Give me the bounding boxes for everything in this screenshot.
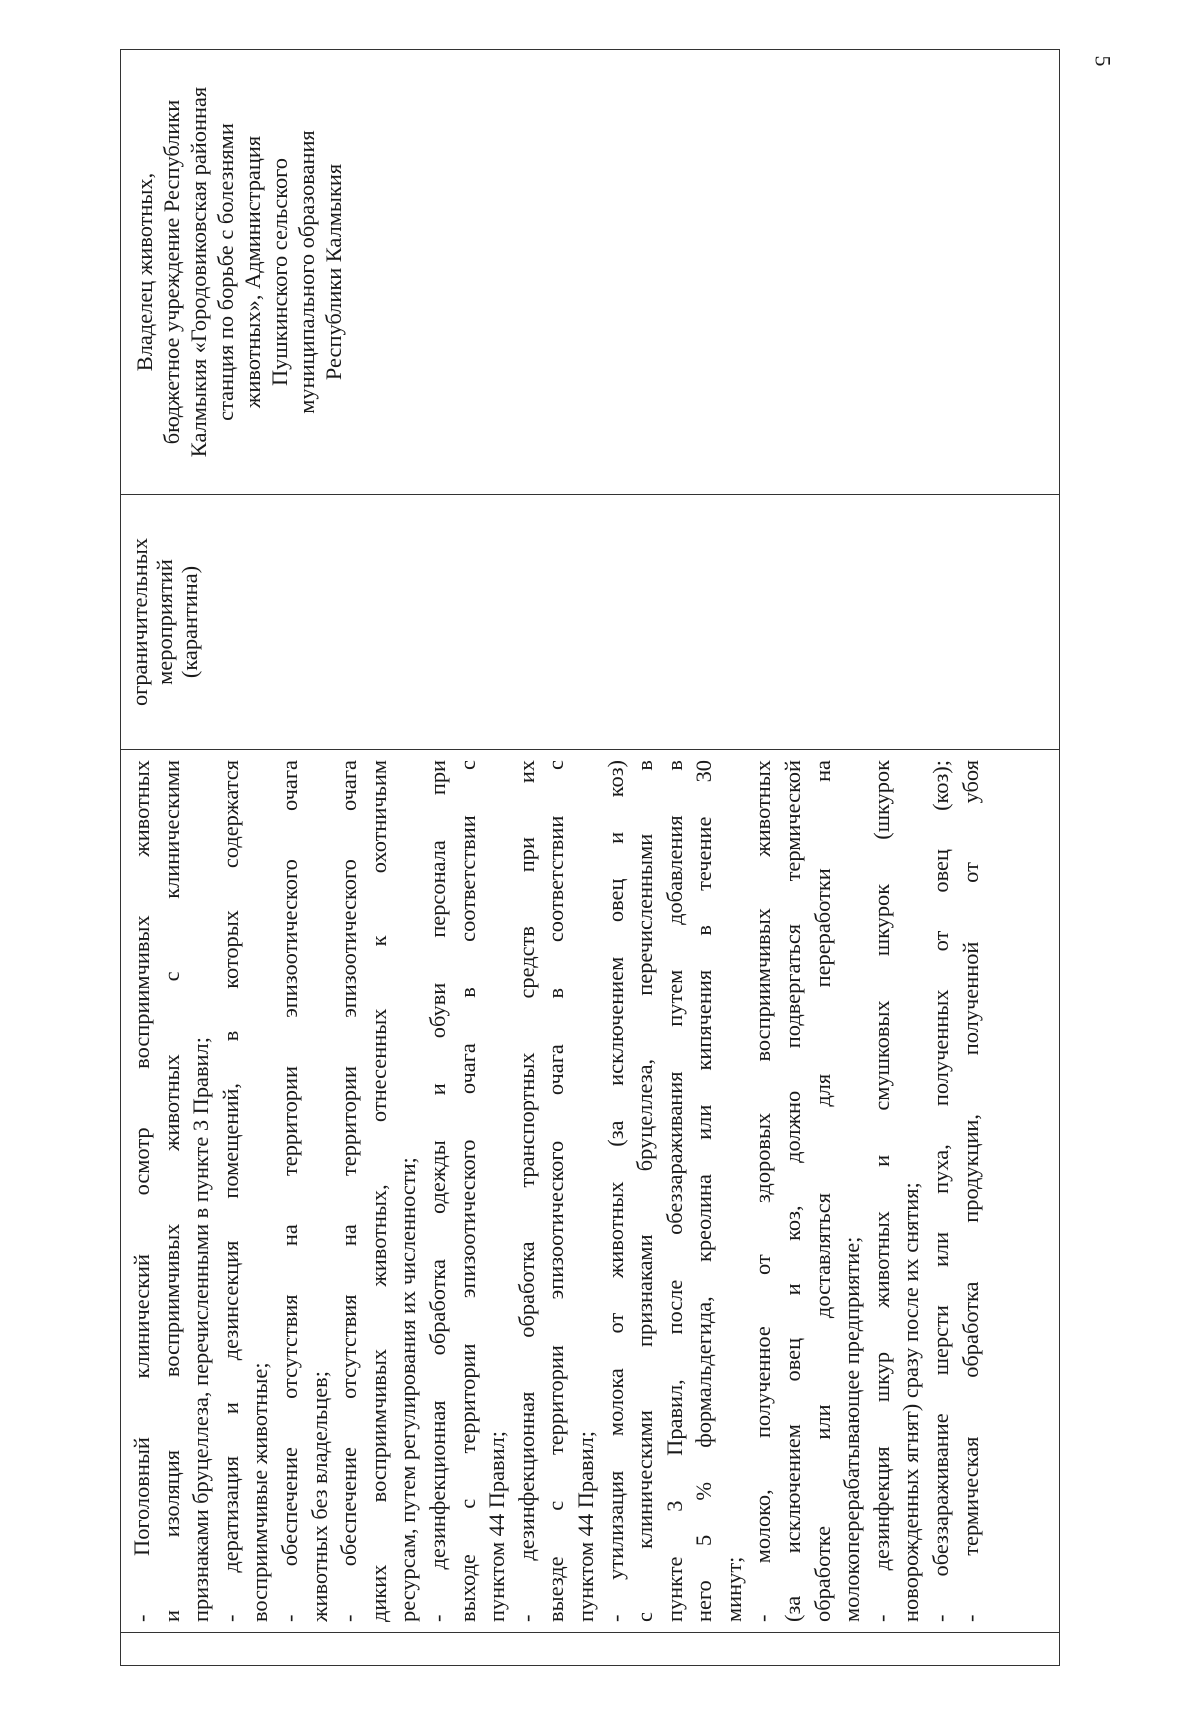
measure-line: - дезинфекция шкур животных и смушковых шкурок (шкурок	[868, 760, 894, 1622]
responsible-line: бюджетное учреждение Республики	[159, 99, 184, 445]
measure-line: (за исключением овец и коз, должно подвергаться термической	[780, 760, 806, 1622]
row-number-cell	[121, 1633, 1060, 1666]
page-number: 5	[1090, 55, 1116, 67]
measure-line: - утилизация молока от животных (за исключением овец и коз)	[602, 760, 628, 1622]
measure-line: пунктом 44 Правил;	[572, 1430, 598, 1622]
responsible-line: станция по борьбе с болезнями	[213, 123, 238, 421]
measure-line: - обеспечение отсутствия на территории эпизоотического очага	[336, 760, 362, 1622]
responsible-line: животных», Администрация	[240, 135, 265, 409]
measure-line: минут;	[720, 1556, 746, 1622]
measure-line: признаками бруцеллеза, перечисленными в пункте 3 Правил;	[188, 1037, 214, 1622]
measure-line: обработке или доставляться для переработки на	[809, 760, 835, 1622]
timing-line: мероприятий	[152, 559, 177, 685]
timing-line: (карантина)	[177, 565, 202, 679]
measure-line: - дератизация и дезинсекция помещений, в которых содержатся	[217, 760, 243, 1622]
measure-line: животных без владельцев;	[306, 1371, 332, 1622]
timing-line: ограничительных	[127, 537, 152, 707]
timing-cell	[121, 495, 1060, 750]
measure-line: него 5 % формальдегида, креолина или кипячения в течение 30	[691, 760, 717, 1622]
measure-line: выезде с территории эпизоотического очага в соответствии с	[543, 760, 569, 1622]
table-row	[121, 50, 1060, 1666]
measure-line: ресурсам, путем регулирования их численности;	[395, 1157, 421, 1622]
measure-line: пунктом 44 Правил;	[484, 1430, 510, 1622]
measure-line: пункте 3 Правил, после обеззараживания путем добавления в	[661, 760, 687, 1622]
measure-line: - молоко, полученное от здоровых восприимчивых животных	[750, 760, 776, 1622]
measure-line: - дезинфекционная обработка одежды и обуви персонала при	[424, 760, 450, 1622]
responsible-text	[121, 50, 347, 494]
measures-table	[120, 49, 1060, 1666]
measure-line: - обеспечение отсутствия на территории эпизоотического очага	[276, 760, 302, 1622]
measure-line: - термическая обработка продукции, полученной от убоя	[957, 760, 983, 1622]
measure-line: - обеззараживание шерсти или пуха, полученных от овец (коз);	[928, 760, 954, 1622]
measures-text	[121, 750, 985, 1632]
measure-line: и изоляция восприимчивых животных с клиническими	[158, 760, 184, 1622]
responsible-line: муниципального образования	[294, 130, 319, 414]
rotated-table-container	[120, 54, 1060, 1666]
measures-cell	[121, 750, 1060, 1633]
timing-text	[121, 495, 202, 749]
measure-line: - Поголовный клинический осмотр восприимчивых животных	[129, 760, 154, 1622]
responsible-line: Республики Калмыкия	[321, 163, 346, 381]
measure-line: восприимчивые животные;	[247, 1362, 273, 1622]
measure-line: новорожденных ягнят) сразу после их снятия;	[898, 1182, 924, 1622]
measure-line: диких восприимчивых животных, отнесенных к охотничьим	[365, 760, 391, 1622]
responsible-cell	[121, 50, 1060, 495]
measure-line: молокоперерабатывающее предприятие;	[839, 1236, 865, 1622]
measure-line: с клиническими признаками бруцеллеза, перечисленными в	[632, 760, 658, 1622]
measure-line: выходе с территории эпизоотического очага в соответствии с	[454, 760, 480, 1622]
responsible-line: Калмыкия «Городовиковская районная	[186, 86, 211, 458]
responsible-line: Пушкинского сельского	[267, 158, 292, 386]
responsible-line: Владелец животных,	[132, 172, 157, 372]
measure-line: - дезинфекционная обработка транспортных средств при их	[513, 760, 539, 1622]
